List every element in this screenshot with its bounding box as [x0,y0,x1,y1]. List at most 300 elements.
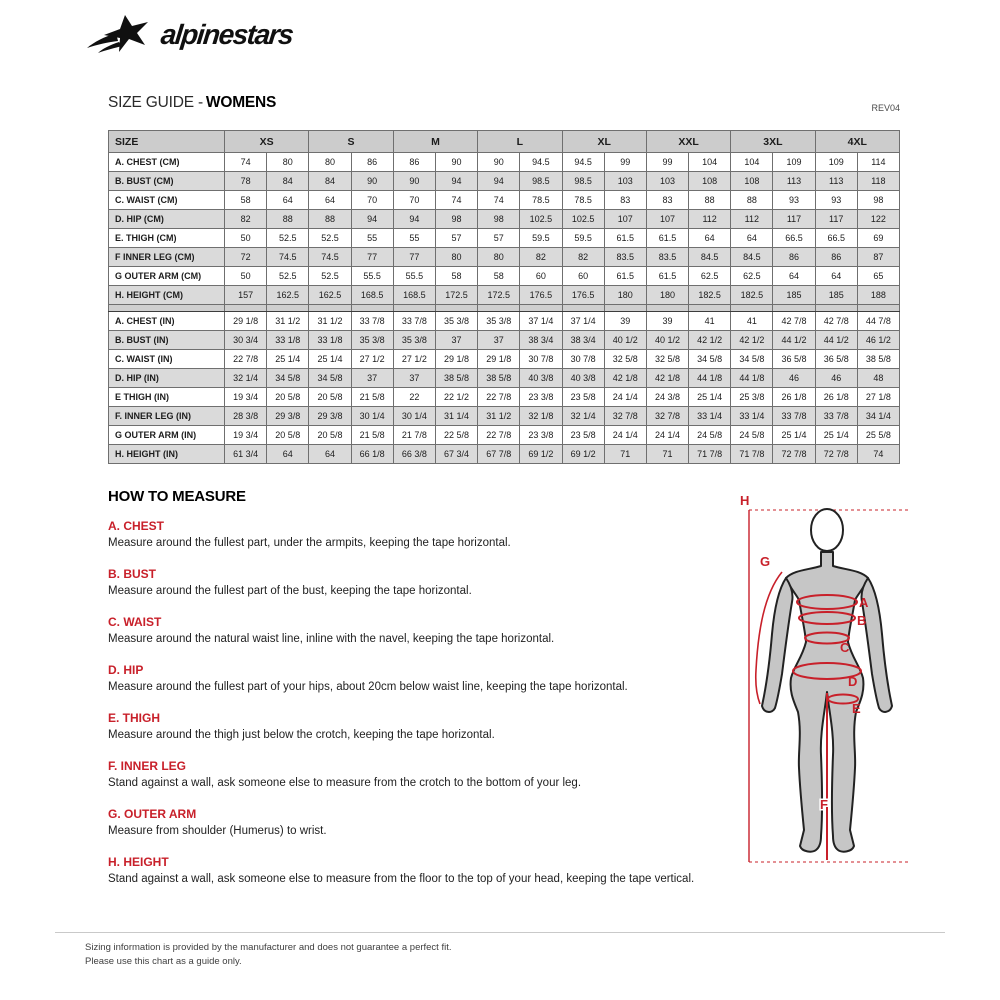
measurement-cell: 82 [520,248,562,267]
measurement-cell: 33 1/8 [267,331,309,350]
measurement-cell: 37 [435,331,477,350]
title-row [108,94,900,116]
measurement-cell: 90 [393,172,435,191]
measurement-cell: 107 [646,210,688,229]
measurement-cell: 94.5 [562,153,604,172]
measurement-cell: 64 [815,267,857,286]
measurement-cell: 74.5 [267,248,309,267]
page-title-prefix: SIZE GUIDE - [108,94,203,111]
measure-item-description: Stand against a wall, ask someone else to measure from the floor to the top of your head, keeping the tape vertical. [108,873,695,885]
measurement-cell: 74 [225,153,267,172]
measurement-cell: 90 [351,172,393,191]
measurement-cell: 99 [646,153,688,172]
table-row [109,191,900,210]
measure-item [108,807,728,839]
measurement-cell: 109 [815,153,857,172]
measurement-cell: 35 3/8 [351,331,393,350]
measurement-cell: 83 [646,191,688,210]
measurement-cell: 38 5/8 [857,350,899,369]
measurement-cell: 99 [604,153,646,172]
measurement-cell: 84 [267,172,309,191]
measurement-cell: 77 [393,248,435,267]
measurement-cell: 42 1/8 [646,369,688,388]
measurement-cell: 61 3/4 [225,445,267,464]
measurement-cell: 33 7/8 [815,407,857,426]
measurement-cell: 182.5 [731,286,773,305]
measurement-cell: 88 [267,210,309,229]
measurement-cell: 46 1/2 [857,331,899,350]
measurement-cell: 52.5 [309,267,351,286]
row-label: D. HIP (CM) [109,210,225,229]
measurement-cell: 55.5 [351,267,393,286]
measurement-cell: 20 5/8 [267,388,309,407]
measurement-cell: 82 [562,248,604,267]
measurement-cell: 33 1/4 [731,407,773,426]
measurement-cell: 22 5/8 [435,426,477,445]
measurement-cell: 64 [689,229,731,248]
measure-item-label: A. CHEST [108,519,165,533]
measurement-cell: 30 7/8 [520,350,562,369]
measurement-cell: 188 [857,286,899,305]
footer-disclaimer-line2: Please use this chart as a guide only. [85,956,242,967]
measurement-cell: 71 7/8 [731,445,773,464]
measurement-cell: 104 [689,153,731,172]
measurement-cell: 64 [731,229,773,248]
measurement-cell: 27 1/2 [351,350,393,369]
size-header-row [109,131,900,153]
measure-item-description: Measure around the natural waist line, inline with the navel, keeping the tape horizontal. [108,633,555,645]
table-row [109,350,900,369]
measurement-cell: 69 1/2 [520,445,562,464]
measurement-cell: 185 [815,286,857,305]
measurement-cell: 33 7/8 [773,407,815,426]
table-row [109,248,900,267]
measurement-cell: 35 3/8 [393,331,435,350]
measurement-cell: 41 [731,312,773,331]
measurement-cell: 40 1/2 [604,331,646,350]
measure-item [108,663,728,695]
measurement-cell: 50 [225,267,267,286]
measurement-cell: 40 3/8 [520,369,562,388]
measurement-cell: 42 1/2 [731,331,773,350]
measurement-cell: 94 [435,172,477,191]
measurement-cell: 109 [773,153,815,172]
measure-item-label: B. BUST [108,567,156,581]
measurement-cell: 94.5 [520,153,562,172]
measurement-cell: 27 1/2 [393,350,435,369]
measurement-cell: 33 1/8 [309,331,351,350]
measurement-cell: 29 3/8 [267,407,309,426]
measurement-cell: 84 [309,172,351,191]
measurement-cell: 36 5/8 [773,350,815,369]
measurement-cell: 162.5 [267,286,309,305]
measurement-cell: 35 3/8 [435,312,477,331]
measurement-cell: 23 3/8 [520,426,562,445]
measurement-cell: 44 7/8 [857,312,899,331]
measure-list [108,519,728,887]
footer-disclaimer-line1: Sizing information is provided by the manufacturer and does not guarantee a perfect fit. [85,942,452,953]
measurement-cell: 102.5 [520,210,562,229]
head [811,509,843,551]
table-row [109,312,900,331]
measurement-cell: 24 5/8 [731,426,773,445]
row-label: E. THIGH (CM) [109,229,225,248]
measurement-cell: 88 [309,210,351,229]
measurement-cell: 32 1/4 [225,369,267,388]
measurement-cell: 22 [393,388,435,407]
measurement-cell: 32 7/8 [646,407,688,426]
measurement-cell: 38 3/4 [520,331,562,350]
measurement-cell: 26 1/8 [815,388,857,407]
measurement-cell: 22 7/8 [478,426,520,445]
measurement-cell: 78.5 [562,191,604,210]
measurement-cell: 33 1/4 [689,407,731,426]
measure-item [108,759,728,791]
measurement-cell: 67 7/8 [478,445,520,464]
measurement-cell: 22 1/2 [435,388,477,407]
measurement-cell: 40 3/8 [562,369,604,388]
measurement-cell: 41 [689,312,731,331]
measurement-cell: 37 1/4 [520,312,562,331]
measurement-cell: 29 1/8 [478,350,520,369]
size-column-s: S [309,131,393,153]
measure-item-description: Measure around the fullest part of your hips, about 20cm below waist line, keeping the tape horizontal. [108,681,628,693]
measurement-cell: 61.5 [604,267,646,286]
measurement-cell: 66 3/8 [393,445,435,464]
measurement-cell: 118 [857,172,899,191]
measurement-cell: 168.5 [351,286,393,305]
measurement-cell: 114 [857,153,899,172]
measurement-cell: 64 [773,267,815,286]
measurement-cell: 22 7/8 [478,388,520,407]
measurement-cell: 112 [689,210,731,229]
page-title-gender: WOMENS [205,94,277,111]
measurement-cell: 64 [267,191,309,210]
size-column-3xl: 3XL [731,131,815,153]
measurement-cell: 86 [773,248,815,267]
measurement-cell: 34 1/4 [857,407,899,426]
measurement-cell: 162.5 [309,286,351,305]
measurement-cell: 24 1/4 [604,388,646,407]
measurement-cell: 98 [435,210,477,229]
measurement-cell: 42 1/8 [604,369,646,388]
diagram-label-chest: A [859,595,869,610]
measurement-cell: 31 1/2 [267,312,309,331]
measurement-cell: 30 1/4 [351,407,393,426]
measurement-cell: 25 3/8 [731,388,773,407]
measurement-cell: 37 [351,369,393,388]
measure-item-description: Stand against a wall, ask someone else to measure from the crotch to the bottom of your leg. [108,777,582,789]
measurement-cell: 55 [393,229,435,248]
measure-item-description: Measure around the fullest part, under the armpits, keeping the tape horizontal. [108,537,511,549]
row-label: D. HIP (IN) [109,369,225,388]
row-label: H. HEIGHT (IN) [109,445,225,464]
measurement-cell: 58 [225,191,267,210]
measurement-cell: 24 5/8 [689,426,731,445]
size-column-xs: XS [225,131,309,153]
measure-item-label: E. THIGH [108,711,161,725]
measurement-cell: 74 [435,191,477,210]
measurement-cell: 117 [773,210,815,229]
measurement-cell: 34 5/8 [731,350,773,369]
measurement-cell: 36 5/8 [815,350,857,369]
measurement-cell: 20 5/8 [267,426,309,445]
measurement-cell: 77 [351,248,393,267]
row-label: B. BUST (IN) [109,331,225,350]
measurement-cell: 122 [857,210,899,229]
measurement-cell: 98.5 [562,172,604,191]
measurement-cell: 70 [351,191,393,210]
measurement-cell: 86 [815,248,857,267]
measurement-cell: 31 1/2 [478,407,520,426]
measurement-cell: 90 [478,153,520,172]
measurement-cell: 29 1/8 [435,350,477,369]
measurement-cell: 71 [646,445,688,464]
size-column-4xl: 4XL [815,131,899,153]
table-row [109,210,900,229]
page-title [108,94,276,112]
measurement-cell: 33 7/8 [393,312,435,331]
left-arm [762,578,793,712]
measurement-cell: 52.5 [267,229,309,248]
measurement-cell: 20 5/8 [309,388,351,407]
measurement-cell: 44 1/2 [773,331,815,350]
measurement-cell: 172.5 [435,286,477,305]
measurement-cell: 29 1/8 [225,312,267,331]
measurement-cell: 64 [309,445,351,464]
body-measurement-diagram [736,490,914,890]
measurement-cell: 48 [857,369,899,388]
measurement-cell: 93 [773,191,815,210]
row-label: C. WAIST (IN) [109,350,225,369]
table-row [109,369,900,388]
table-row [109,153,900,172]
measurement-cell: 25 1/4 [773,426,815,445]
measure-item [108,615,728,647]
diagram-label-hip: D [848,674,858,689]
measurement-cell: 94 [351,210,393,229]
measurement-cell: 52.5 [309,229,351,248]
measurement-cell: 69 [857,229,899,248]
measurement-cell: 25 1/4 [267,350,309,369]
measurement-cell: 93 [815,191,857,210]
diagram-label-inner-leg: F [820,797,828,812]
measurement-cell: 22 7/8 [225,350,267,369]
measure-item-label: G. OUTER ARM [108,807,197,821]
measurement-cell: 23 5/8 [562,426,604,445]
measure-item [108,567,728,599]
measurement-cell: 67 3/4 [435,445,477,464]
female-silhouette-figure [736,490,914,890]
row-label: B. BUST (CM) [109,172,225,191]
brand-name: alpinestars [159,19,295,50]
measurement-cell: 72 7/8 [773,445,815,464]
measurement-cell: 78 [225,172,267,191]
measurement-cell: 24 3/8 [646,388,688,407]
size-column-xl: XL [562,131,646,153]
measurement-cell: 59.5 [562,229,604,248]
measurement-cell: 80 [478,248,520,267]
measurement-cell: 84.5 [731,248,773,267]
measure-item-label: H. HEIGHT [108,855,169,869]
measurement-cell: 90 [435,153,477,172]
measurement-cell: 66.5 [773,229,815,248]
measurement-cell: 64 [267,445,309,464]
table-row [109,229,900,248]
size-column-l: L [478,131,562,153]
measure-item-label: C. WAIST [108,615,162,629]
row-label: F INNER LEG (CM) [109,248,225,267]
measurement-cell: 57 [435,229,477,248]
measurement-cell: 74 [857,445,899,464]
measurement-cell: 172.5 [478,286,520,305]
measurement-cell: 62.5 [689,267,731,286]
measure-item-description: Measure from shoulder (Humerus) to wrist. [108,825,327,837]
size-column-xxl: XXL [646,131,730,153]
measurement-cell: 44 1/8 [731,369,773,388]
diagram-label-thigh: E [852,701,861,716]
measurement-cell: 98 [478,210,520,229]
measurement-cell: 80 [435,248,477,267]
measurement-cell: 38 5/8 [478,369,520,388]
measurement-cell: 72 [225,248,267,267]
row-label: C. WAIST (CM) [109,191,225,210]
measurement-cell: 108 [689,172,731,191]
diagram-label-bust: B [857,613,867,628]
measurement-cell: 52.5 [267,267,309,286]
revision-label: REV04 [871,103,900,113]
measurement-cell: 88 [731,191,773,210]
measurement-cell: 80 [267,153,309,172]
measurement-cell: 32 1/8 [520,407,562,426]
measurement-cell: 103 [646,172,688,191]
measurement-cell: 58 [478,267,520,286]
measurement-cell: 23 5/8 [562,388,604,407]
table-row [109,172,900,191]
measurement-cell: 168.5 [393,286,435,305]
measure-item-label: D. HIP [108,663,144,677]
measurement-cell: 32 1/4 [562,407,604,426]
measurement-cell: 44 1/8 [689,369,731,388]
measurement-cell: 34 5/8 [267,369,309,388]
measurement-cell: 157 [225,286,267,305]
measurement-cell: 88 [689,191,731,210]
measure-item-description: Measure around the thigh just below the crotch, keeping the tape horizontal. [108,729,495,741]
measurement-cell: 21 5/8 [351,426,393,445]
measurement-cell: 58 [435,267,477,286]
measurement-cell: 182.5 [689,286,731,305]
measurement-cell: 62.5 [731,267,773,286]
measurement-cell: 59.5 [520,229,562,248]
row-label: A. CHEST (CM) [109,153,225,172]
measurement-cell: 34 5/8 [689,350,731,369]
measurement-cell: 112 [731,210,773,229]
measurement-cell: 86 [393,153,435,172]
measurement-cell: 176.5 [562,286,604,305]
measurement-cell: 42 1/2 [689,331,731,350]
measurement-cell: 46 [815,369,857,388]
table-row [109,331,900,350]
measurement-cell: 113 [815,172,857,191]
measurement-cell: 84.5 [689,248,731,267]
measurement-cell: 38 5/8 [435,369,477,388]
diagram-label-outer-arm: G [760,554,771,569]
measurement-cell: 104 [731,153,773,172]
measurement-cell: 32 5/8 [604,350,646,369]
diagram-label-height: H [740,493,750,508]
measurement-cell: 180 [646,286,688,305]
measurement-cell: 25 5/8 [857,426,899,445]
measurement-cell: 78.5 [520,191,562,210]
measurement-cell: 32 7/8 [604,407,646,426]
measurement-cell: 117 [815,210,857,229]
measurement-cell: 66.5 [815,229,857,248]
measure-item [108,519,728,551]
measurement-cell: 39 [646,312,688,331]
measurement-cell: 107 [604,210,646,229]
measurement-cell: 55 [351,229,393,248]
measurement-cell: 82 [225,210,267,229]
alpinestars-star-icon [85,14,157,56]
measure-item-label: F. INNER LEG [108,759,187,773]
measurement-cell: 25 1/4 [815,426,857,445]
row-label: E THIGH (IN) [109,388,225,407]
measurement-cell: 83 [604,191,646,210]
measurement-cell: 66 1/8 [351,445,393,464]
measurement-cell: 60 [562,267,604,286]
measurement-cell: 71 [604,445,646,464]
measurement-cell: 98 [857,191,899,210]
measurement-cell: 28 3/8 [225,407,267,426]
table-row [109,426,900,445]
row-label: G OUTER ARM (IN) [109,426,225,445]
measurement-cell: 33 7/8 [351,312,393,331]
table-row [109,267,900,286]
row-label: G OUTER ARM (CM) [109,267,225,286]
measurement-cell: 44 1/2 [815,331,857,350]
measurement-cell: 42 7/8 [815,312,857,331]
measurement-cell: 37 1/4 [562,312,604,331]
measurement-cell: 74 [478,191,520,210]
measurement-cell: 176.5 [520,286,562,305]
table-row [109,388,900,407]
size-table [108,130,900,464]
measurement-cell: 87 [857,248,899,267]
measure-item [108,855,728,887]
measurement-cell: 27 1/8 [857,388,899,407]
measurement-cell: 46 [773,369,815,388]
measurement-cell: 60 [520,267,562,286]
table-row [109,286,900,305]
measurement-cell: 35 3/8 [478,312,520,331]
measurement-cell: 42 7/8 [773,312,815,331]
row-label: H. HEIGHT (CM) [109,286,225,305]
measurement-cell: 113 [773,172,815,191]
table-row [109,407,900,426]
alpinestars-logo [85,12,295,58]
measurement-cell: 29 3/8 [309,407,351,426]
measurement-cell: 108 [731,172,773,191]
measurement-cell: 72 7/8 [815,445,857,464]
measurement-cell: 21 7/8 [393,426,435,445]
measurement-cell: 61.5 [604,229,646,248]
measurement-cell: 103 [604,172,646,191]
measurement-cell: 83.5 [646,248,688,267]
measurement-cell: 30 1/4 [393,407,435,426]
measurement-cell: 94 [478,172,520,191]
measurement-cell: 180 [604,286,646,305]
measurement-cell: 38 3/4 [562,331,604,350]
